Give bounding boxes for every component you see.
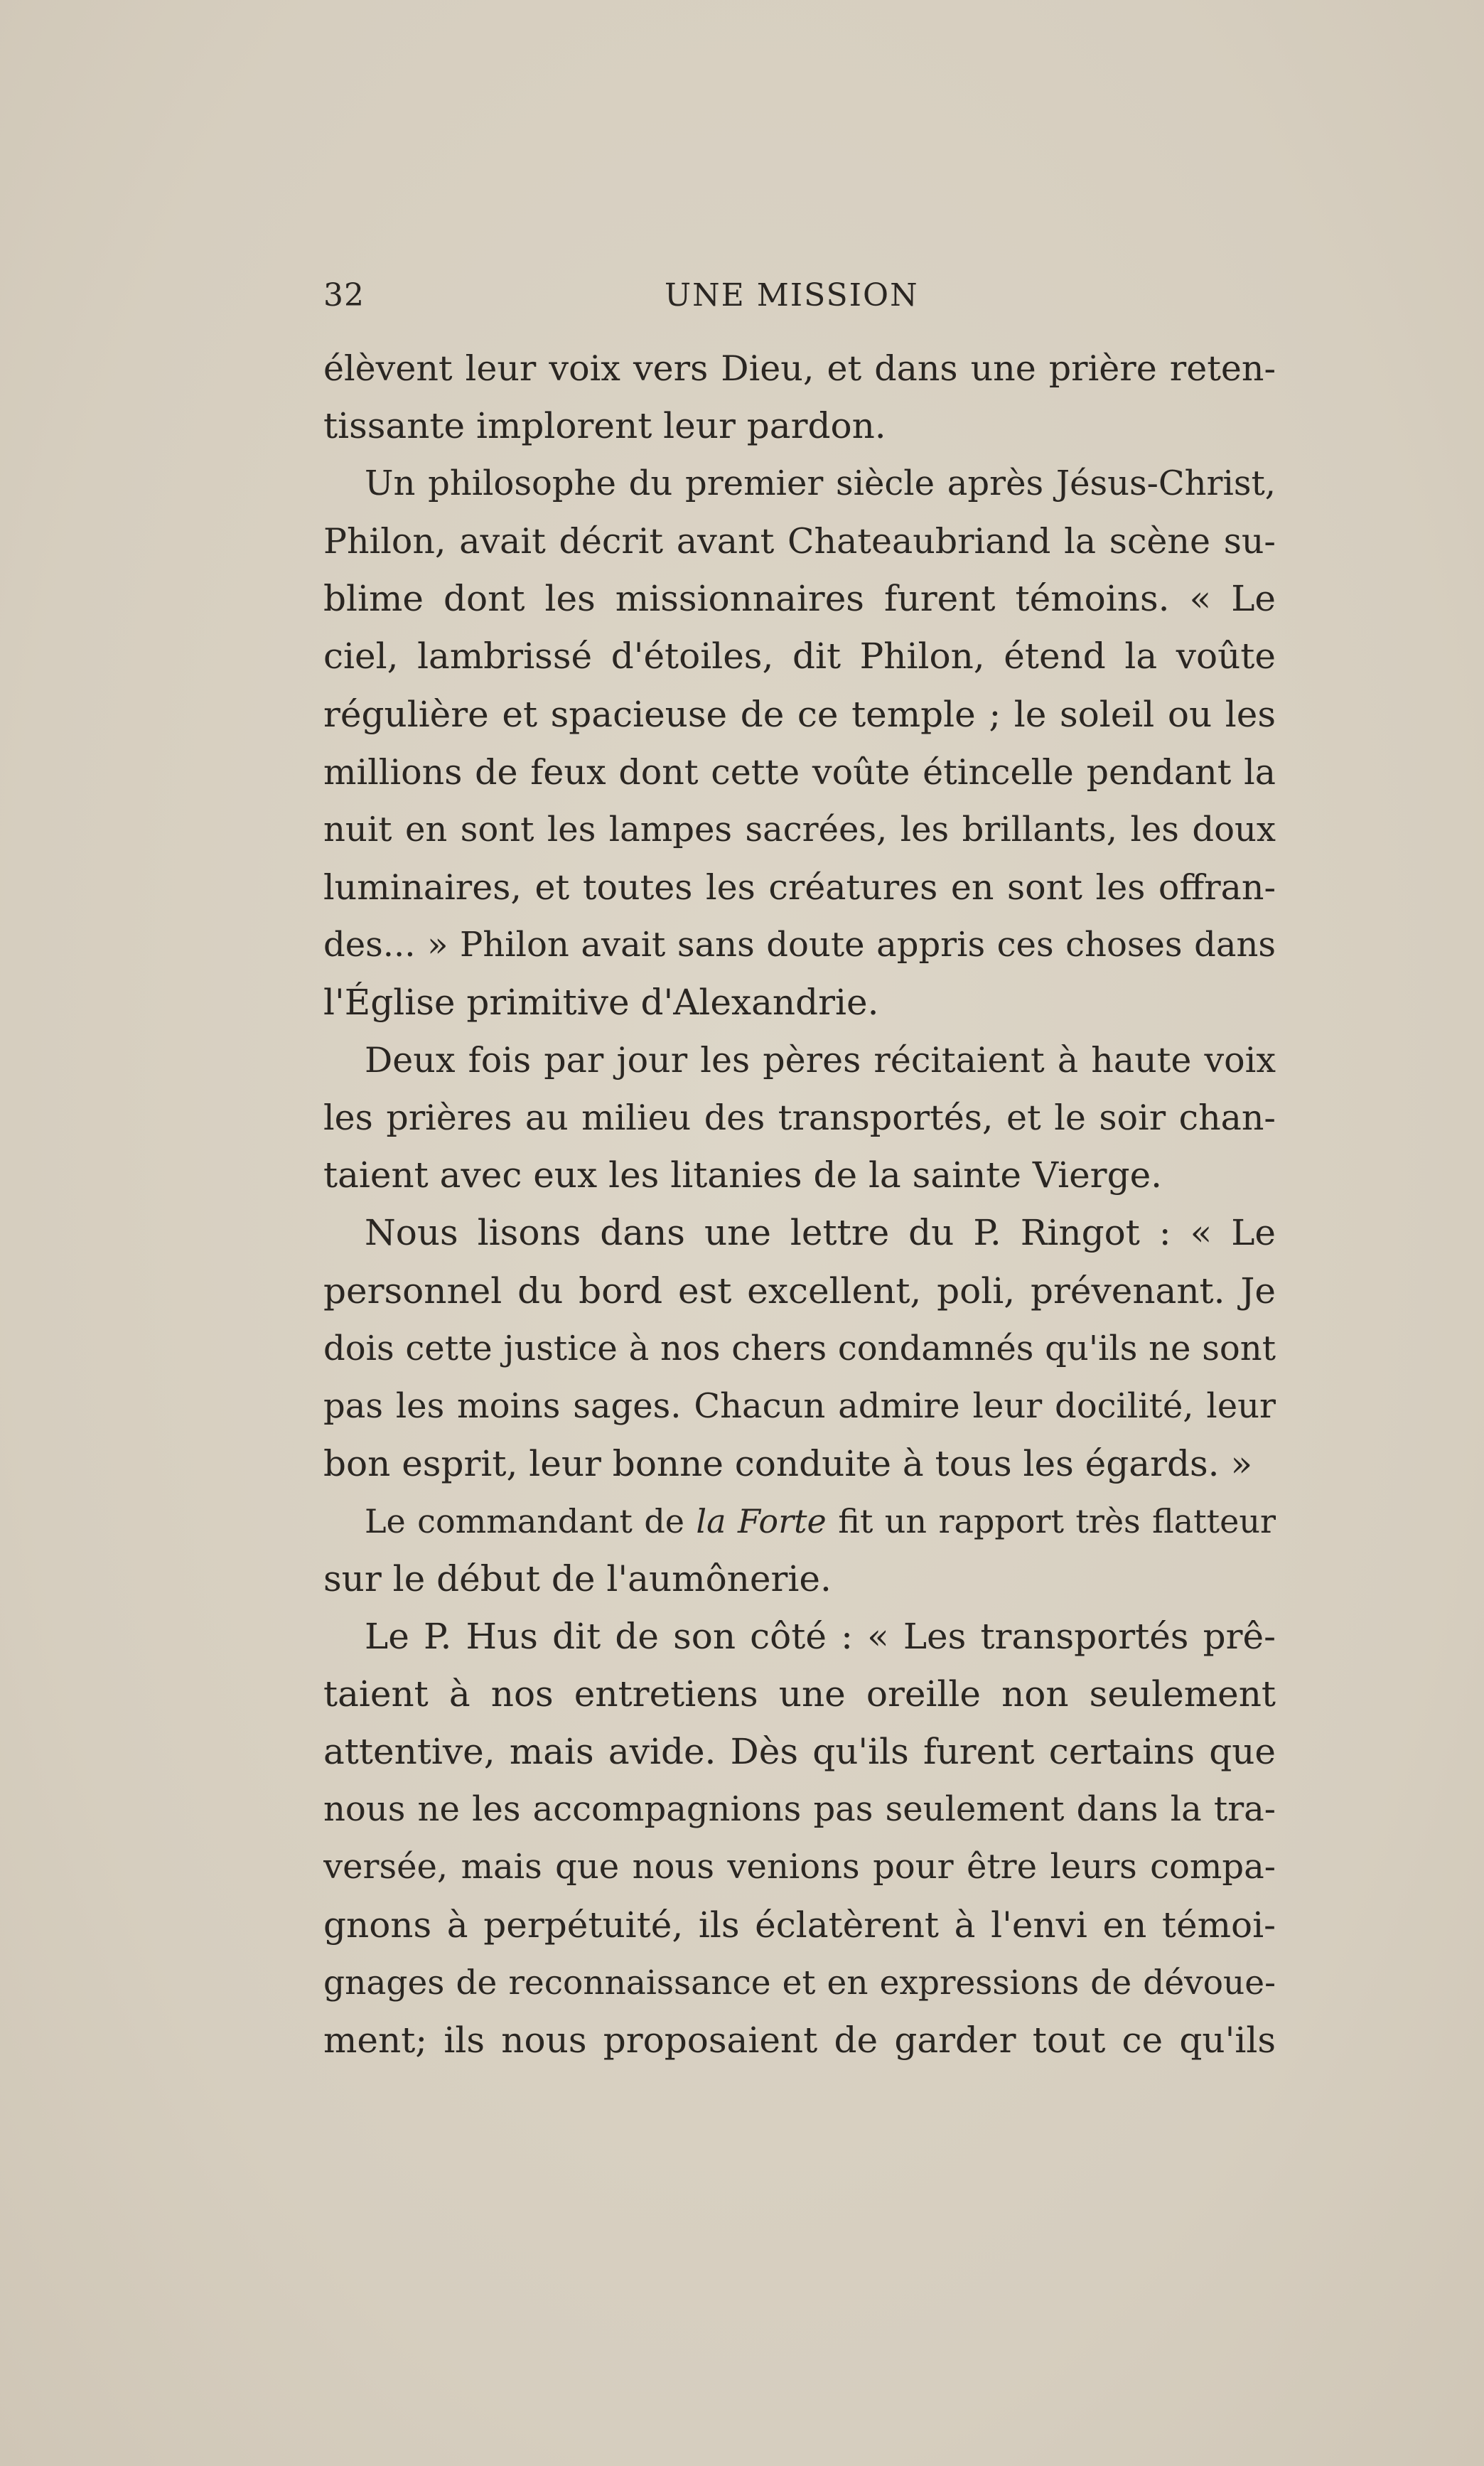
text-line: Un philosophe du premier siècle après Jésus-Christ,: [365, 463, 1276, 504]
text-line: pas les moins sages. Chacun admire leur docilité, leur: [323, 1385, 1276, 1426]
text-line: nuit en sont les lampes sacrées, les brillants, les doux: [323, 809, 1276, 849]
text-line: personnel du bord est excellent, poli, prévenant. Je: [323, 1270, 1276, 1312]
text-line: Le P. Hus dit de son côté : « Les transportés prê-: [365, 1616, 1276, 1658]
text-line: Nous lisons dans une lettre du P. Ringot : « Le: [365, 1212, 1276, 1254]
running-title: UNE MISSION: [665, 277, 919, 313]
text-run: fit un rapport très flatteur: [826, 1501, 1276, 1540]
text-line: blime dont les missionnaires furent témoins. « Le: [323, 578, 1276, 620]
text-line: les prières au milieu des transportés, et le soir chan-: [323, 1098, 1276, 1139]
ship-name-italic: la Forte: [696, 1501, 827, 1540]
text-line: nous ne les accompagnions pas seulement dans la tra-: [323, 1789, 1276, 1830]
text-line: taient avec eux les litanies de la sainte Vierge.: [323, 1154, 1163, 1196]
text-line: bon esprit, leur bonne conduite à tous les égards. »: [323, 1442, 1253, 1484]
text-run: Le commandant de: [365, 1501, 697, 1540]
text-line: dois cette justice à nos chers condamnés qu'ils ne sont: [323, 1328, 1276, 1368]
text-line-with-italic: [323, 1493, 1276, 1550]
text-line: sur le début de l'aumônerie.: [323, 1558, 832, 1599]
text-line: gnages de reconnaissance et en expressions de dévoue-: [323, 1963, 1276, 2003]
text-line: élèvent leur voix vers Dieu, et dans une prière reten-: [323, 348, 1276, 389]
text-line: Deux fois par jour les pères récitaient à haute voix: [365, 1040, 1276, 1081]
text-line: régulière et spacieuse de ce temple ; le soleil ou les: [323, 693, 1276, 735]
text-line: millions de feux dont cette voûte étincelle pendant la: [323, 751, 1276, 793]
body-text: [323, 340, 1276, 2069]
text-line: ment; ils nous proposaient de garder tout ce qu'ils: [323, 2019, 1276, 2061]
text-line: luminaires, et toutes les créatures en sont les offran-: [323, 867, 1276, 908]
text-line: versée, mais que nous venions pour être leurs compa-: [323, 1847, 1276, 1887]
text-line: gnons à perpétuité, ils éclatèrent à l'envi en témoi-: [323, 1904, 1276, 1946]
text-line: attentive, mais avide. Dès qu'ils furent certains que: [323, 1731, 1276, 1773]
text-line: tissante implorent leur pardon.: [323, 405, 886, 447]
page-number: 32: [323, 277, 365, 313]
text-line: l'Église primitive d'Alexandrie.: [323, 982, 879, 1024]
text-line: des... » Philon avait sans doute appris ces choses dans: [323, 924, 1276, 965]
text-line: Philon, avait décrit avant Chateaubriand la scène su-: [323, 521, 1276, 562]
running-header: [323, 277, 1276, 320]
text-line: ciel, lambrissé d'étoiles, dit Philon, étend la voûte: [323, 636, 1276, 677]
text-line: taient à nos entretiens une oreille non seulement: [323, 1673, 1276, 1715]
